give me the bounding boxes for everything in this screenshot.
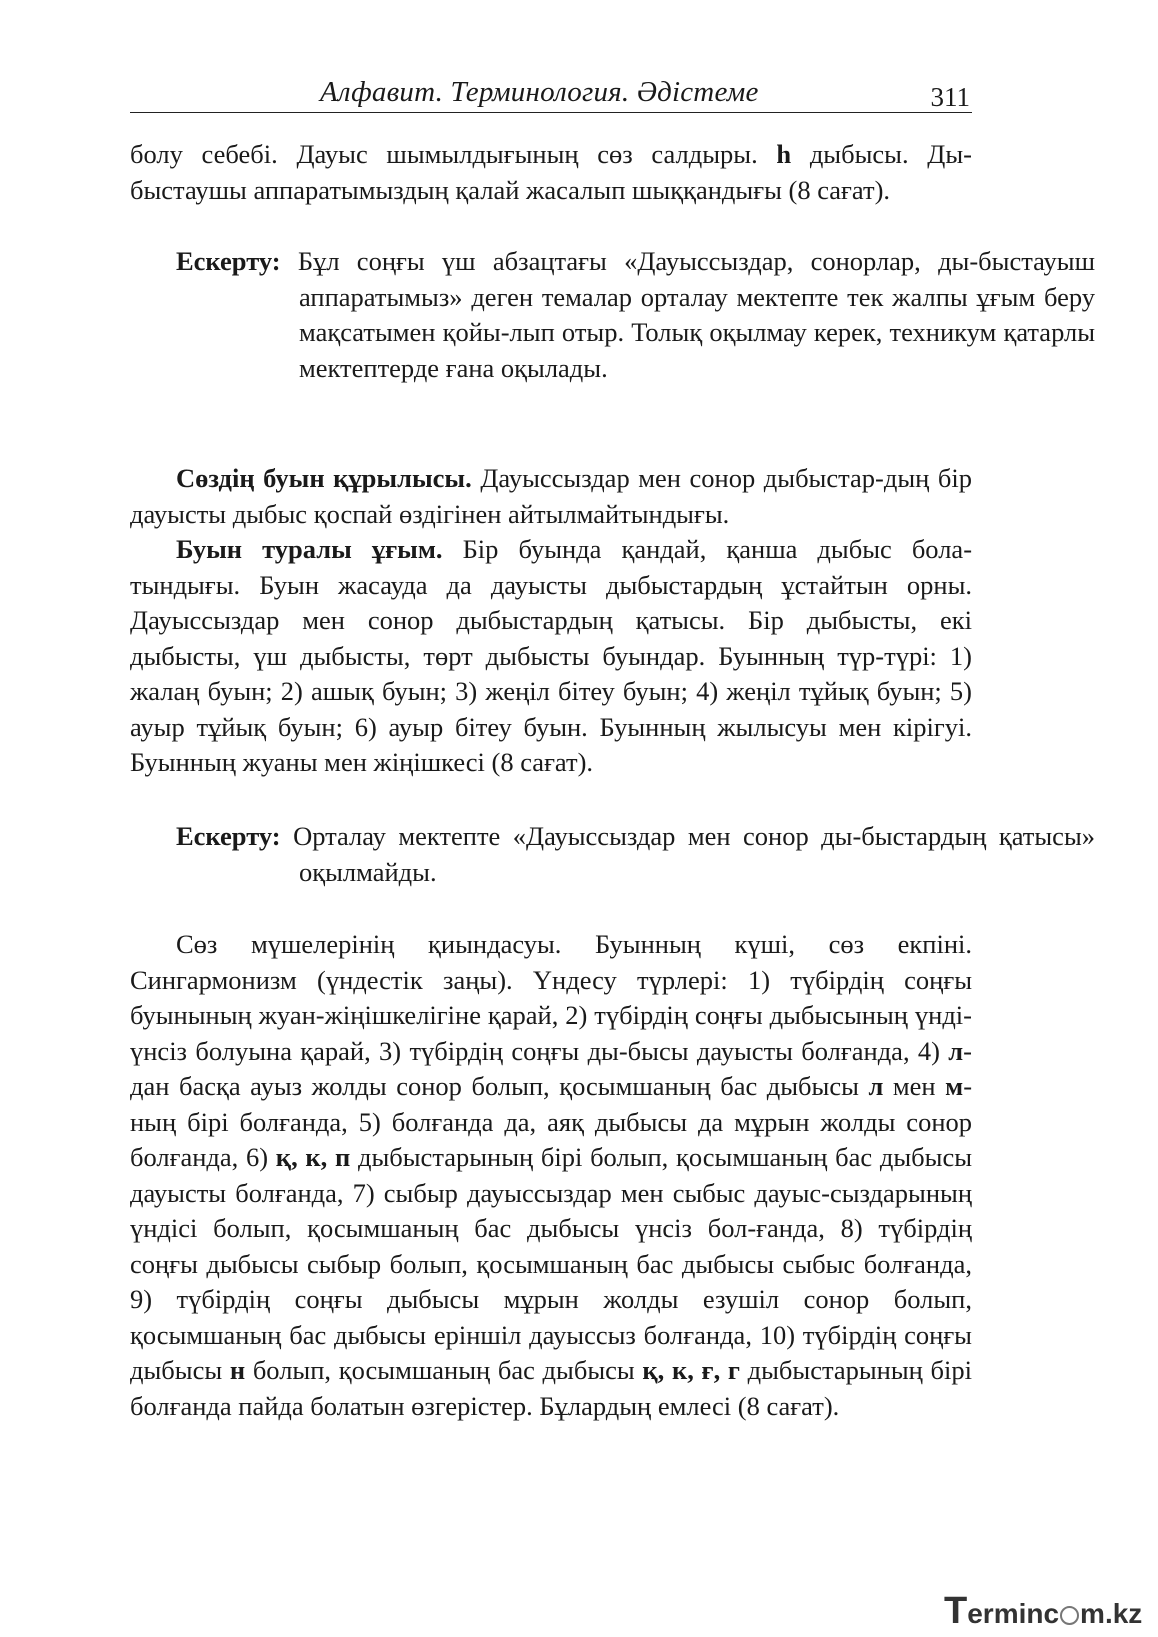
note-block-2 <box>176 819 1095 890</box>
running-header <box>130 76 972 113</box>
note-label: Ескерту: <box>176 246 281 276</box>
page-number: 311 <box>930 82 970 112</box>
paragraph-syllable-structure: Сөздің буын құрылысы. Дауыссыздар мен сонор дыбыстар-дың бір дауысты дыбыс қоспай өздігінен айтылмайтындығы. <box>130 463 972 529</box>
paragraph-syllable-concept: Буын туралы ұғым. Бір буында қандай, қанша дыбыс бола-тындығы. Буын жасауда да дауысты дыбыстардың ұстайтын орны. Дауыссыздар мен сонор дыбыстардың қатысы. Бір дыбысты, екі дыбысты, үш дыбысты, төрт дыбысты буындар. Буынның түр-түрі: 1) жалаң буын; 2) ашық буын; 3) жеңіл бітеу буын; 4) жеңіл тұйық буын; 5) ауыр тұйық буын; 6) ауыр бітеу буын. Буынның жылысуы мен кірігуі. Буынның жуаны мен жіңішкесі (8 сағат). <box>130 534 973 777</box>
section-heading: Буын туралы ұғым. <box>176 534 443 564</box>
note-block-1 <box>176 244 1095 386</box>
note-text: Орталау мектепте «Дауыссыздар мен сонор ды-быстардың қатысы» оқылмайды. <box>293 821 1095 887</box>
note-text: Бұл соңғы үш абзацтағы «Дауыссыздар, сонорлар, ды-быстауыш аппаратымыз» деген темалар орталау мектепте тек жалпы ұғым беру мақсатымен қойы-лып отыр. Толық оқылмау керек, техникум қатарлы мектептерде ғана оқылады. <box>297 246 1096 383</box>
paragraph-continuation: болу себебі. Дауыс шымылдығының сөз салдыры. һ дыбысы. Ды-быстаушы аппаратымыздың қалай жасалып шыққандығы (8 сағат). <box>130 139 972 205</box>
paragraph-harmony: Сөз мүшелерінің қиындасуы. Буынның күші, сөз екпіні. Сингармонизм (үндестік заңы). Үндесу түрлері: 1) түбірдің соңғы буынының жуан-жіңішкелігіне қарай, 2) түбірдің соңғы дыбысының үнді-үнсіз болуына қарай, 3) түбірдің соңғы ды-бысы дауысты болғанда, 4) л-дан басқа ауыз жолды сонор болып, қосымшаның бас дыбысы л мен м-ның бірі болғанда, 5) болғанда да, аяқ дыбысы да мұрын жолды сонор болғанда, 6) қ, к, п дыбыстарының бірі болып, қосымшаның бас дыбысы дауысты болғанда, 7) сыбыр дауыссыздар мен сыбыс дауыс-сыздарының үндісі болып, қосымшаның бас дыбысы үнсіз бол-ғанда, 8) түбірдің соңғы дыбысы сыбыр болып, қосымшаның бас дыбысы сыбыс болғанда, 9) түбірдің соңғы дыбысы мұрын жолды езушіл сонор болып, қосымшаның бас дыбысы еріншіл дауыссыз болғанда, 10) түбірдің соңғы дыбысы н болып, қосымшаның бас дыбысы қ, к, ғ, г дыбыстарының бірі болғанда пайда болатын өзгерістер. Бұлардың емлесі (8 сағат). <box>130 929 973 1421</box>
watermark-logo: Terminc m.kz <box>944 1590 1143 1632</box>
section-heading: Сөздің буын құрылысы. <box>176 463 472 493</box>
bold-letter: һ <box>776 139 792 169</box>
running-title: Алфавит. Терминология. Әдістеме <box>320 76 759 108</box>
magnifier-icon <box>1060 1606 1079 1625</box>
note-label: Ескерту: <box>176 821 281 851</box>
